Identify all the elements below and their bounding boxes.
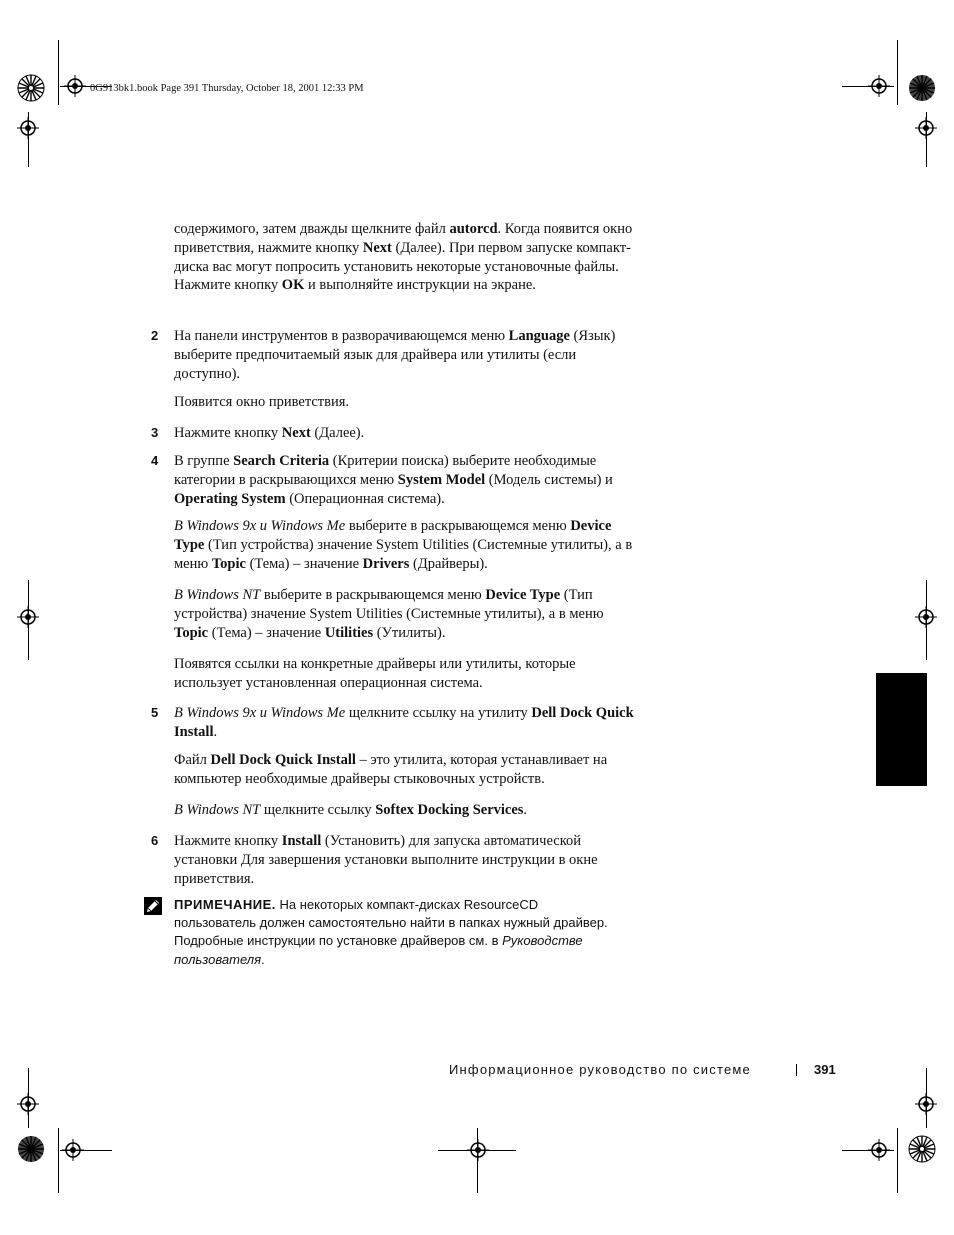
crop-mark [897, 40, 898, 105]
paragraph-links: Появятся ссылки на конкретные драйверы или утилиты, которые использует установленная операционная система. [174, 656, 576, 691]
step-number: 5 [151, 705, 159, 720]
registration-crosshair-icon [467, 1139, 489, 1161]
crop-mark [897, 1128, 898, 1193]
registration-crosshair-icon [64, 75, 86, 97]
paragraph-dell-dock-file: Файл Dell Dock Quick Install – это утилита, которая устанавливает на компьютер необходимые драйверы стыковочных устройств. [174, 752, 608, 787]
paragraph-softex: В Windows NT щелкните ссылку Softex Docking Services. [174, 802, 528, 818]
registration-crosshair-icon [17, 1093, 39, 1115]
registration-crosshair-icon [62, 1139, 84, 1161]
paragraph-welcome: Появится окно приветствия. [174, 394, 350, 410]
pencil-note-icon [143, 896, 163, 916]
crop-mark [58, 40, 59, 105]
step-number: 4 [151, 453, 159, 468]
note-block: ПРИМЕЧАНИЕ. На некоторых компакт-дисках ResourceCD пользователь должен самостоятельно найти в папках нужный драйвер. Подробные инструкции по установке драйверов см. в Руководстве пользователя. [174, 897, 608, 967]
registration-crosshair-icon [915, 606, 937, 628]
step-dell-dock: В Windows 9x и Windows Me щелкните ссылку на утилиту Dell Dock Quick Install. [174, 705, 634, 740]
registration-crosshair-icon [17, 117, 39, 139]
print-header: 0G913bk1.book Page 391 Thursday, October 18, 2001 12:33 PM [90, 83, 364, 94]
registration-crosshair-icon [868, 1139, 890, 1161]
star-target-icon [17, 1135, 45, 1163]
thumb-tab [876, 673, 927, 786]
step-search-criteria: В группе Search Criteria (Критерии поиска) выберите необходимые категории в раскрывающихся меню System Model (Модель системы) и Operating System (Операционная система). [174, 453, 613, 507]
step-number: 2 [151, 328, 159, 343]
star-target-icon [17, 74, 45, 102]
registration-crosshair-icon [868, 75, 890, 97]
page-number: 391 [814, 1062, 836, 1077]
step-install: Нажмите кнопку Install (Установить) для запуска автоматической установки Для завершения установки выполните инструкции в окне приветствия. [174, 833, 598, 887]
registration-crosshair-icon [915, 1093, 937, 1115]
step-language: На панели инструментов в разворачивающемся меню Language (Язык) выберите предпочитаемый язык для драйвера или утилиты (если доступно). [174, 328, 616, 382]
step-number: 6 [151, 833, 159, 848]
star-target-icon [908, 74, 936, 102]
star-target-icon [908, 1135, 936, 1163]
registration-crosshair-icon [17, 606, 39, 628]
step-number: 3 [151, 425, 159, 440]
registration-crosshair-icon [915, 117, 937, 139]
footer-title: Информационное руководство по системе [449, 1062, 751, 1077]
crop-mark [58, 1128, 59, 1193]
footer-separator [796, 1064, 797, 1076]
paragraph-winnt: В Windows NT выберите в раскрывающемся меню Device Type (Тип устройства) значение System Utilities (Системные утилиты), а в меню Topic (Тема) – значение Utilities (Утилиты). [174, 587, 604, 641]
step-next: Нажмите кнопку Next (Далее). [174, 425, 365, 441]
paragraph-win9x: В Windows 9x и Windows Me выберите в раскрывающемся меню Device Type (Тип устройства) значение System Utilities (Системные утилиты), а в меню Topic (Тема) – значение Drivers (Драйверы). [174, 518, 633, 572]
paragraph-autorcd: содержимого, затем дважды щелкните файл autorcd. Когда появится окно приветствия, нажмите кнопку Next (Далее). При первом запуске компакт-диска вас могут попросить установить некоторые установочные файлы. Нажмите кнопку OK и выполняйте инструкции на экране. [174, 221, 633, 294]
